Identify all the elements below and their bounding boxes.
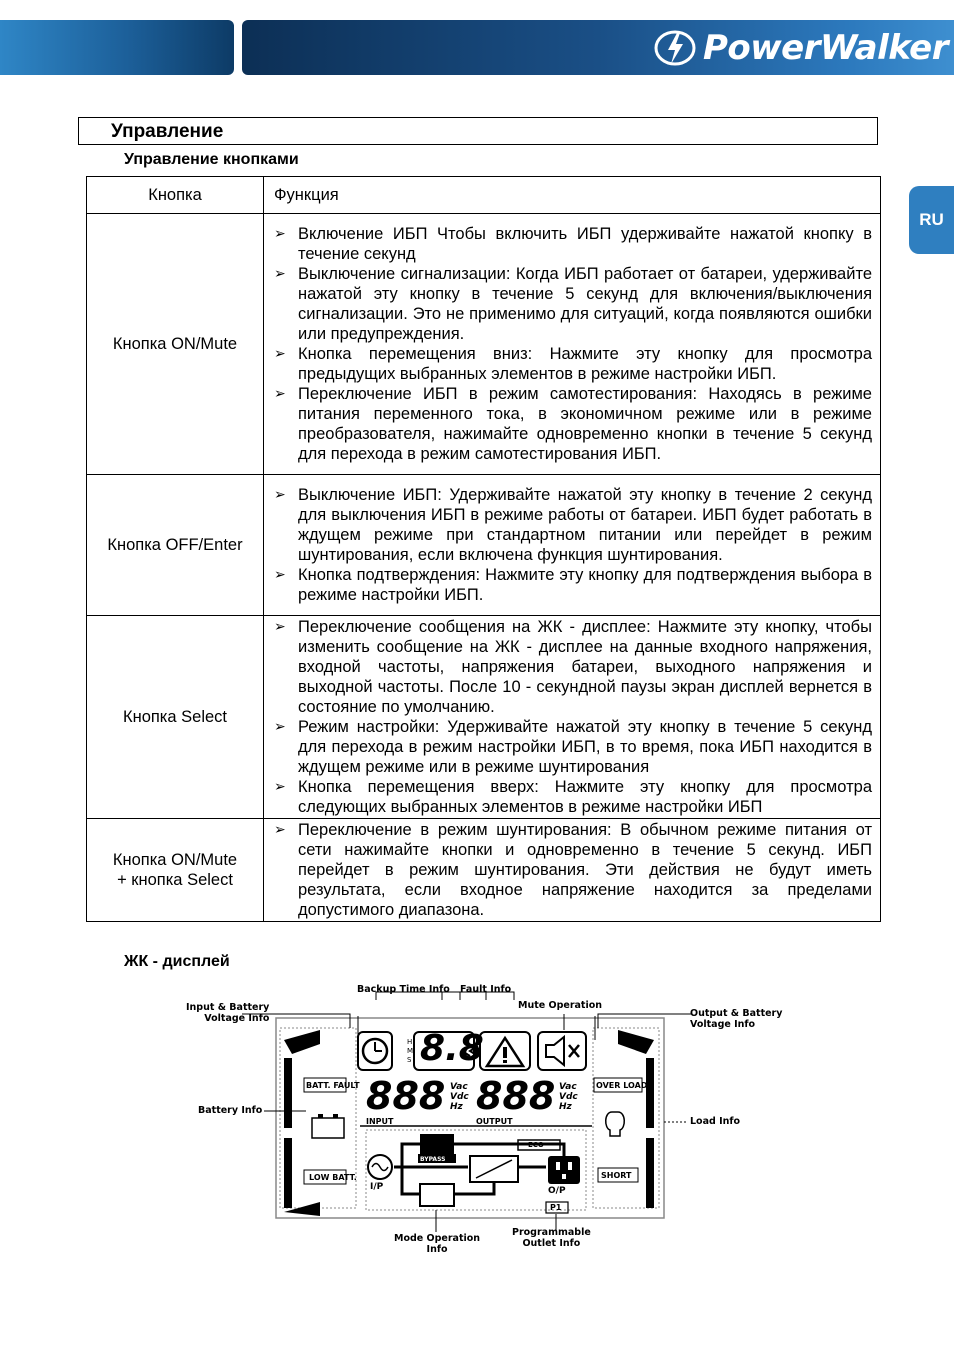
output-caption: OUTPUT <box>476 1117 513 1126</box>
row-function-cell <box>264 475 881 616</box>
over-load-indicator: OVER LOAD <box>596 1081 648 1090</box>
header-function: Функция <box>264 177 881 214</box>
input-unit-vdc: Vdc <box>450 1092 469 1102</box>
table-row <box>87 616 881 819</box>
table-row <box>87 214 881 475</box>
function-item: ➢ Кнопка подтверждения: Нажмите эту кнопку для подтверждения выбора в режиме настройки ИБП. <box>274 565 872 605</box>
hms-h: H <box>407 1038 413 1046</box>
output-unit-vac: Vac <box>559 1082 577 1092</box>
section-title: Управление <box>78 117 878 145</box>
function-item: ➢ Режим настройки: Удерживайте нажатой эту кнопку в течение 5 секунд для перехода в режим настройки ИБП, в то время, пока ИБП находится в ждущем режиме или в режиме шунтирования <box>274 717 872 777</box>
function-item: ➢ Переключение ИБП в режим самотестирования: Находясь в режиме питания переменного тока, в экономичном режиме или в режиме преобразователя, нажимайте одновременно кнопки в течение 5 секунд для перехода в режим самотестирования ИБП. <box>274 384 872 464</box>
output-unit-hz: Hz <box>559 1102 572 1112</box>
short-indicator: SHORT <box>601 1171 632 1180</box>
function-item: ➢ Кнопка перемещения вверх: Нажмите эту кнопку для просмотра следующих выбранных элементов в режиме настройки ИБП <box>274 777 872 817</box>
bypass-plug-icon <box>420 1134 454 1154</box>
low-batt-indicator: LOW BATT. <box>309 1173 357 1182</box>
table-row <box>87 475 881 616</box>
battery-mode-icon <box>420 1184 454 1206</box>
hms-m: M <box>407 1047 414 1055</box>
eco-caption: ECO <box>528 1141 544 1149</box>
brand-name: PowerWalker <box>702 27 948 68</box>
buttons-table <box>86 176 881 922</box>
input-caption: INPUT <box>366 1117 394 1126</box>
battery-info-label: Battery Info <box>198 1105 263 1116</box>
input-unit-hz: Hz <box>450 1102 463 1112</box>
mute-speaker-icon <box>546 1037 564 1065</box>
ip-caption: I/P <box>370 1182 384 1192</box>
p1-caption: P1 <box>550 1203 562 1212</box>
battery-icon <box>312 1118 344 1138</box>
row-button-label: Кнопка OFF/Enter <box>87 475 264 616</box>
op-caption: O/P <box>548 1186 566 1196</box>
batt-fault-indicator: BATT. FAULT <box>306 1081 360 1090</box>
lcd-title: ЖК - дисплей <box>124 953 230 970</box>
backup-time-label: Backup Time Info <box>357 984 450 995</box>
row-button-label: Кнопка ON/Mute <box>87 214 264 475</box>
function-item: ➢ Включение ИБП Чтобы включить ИБП удерживайте нажатой кнопку в течение секунд <box>274 224 872 264</box>
table-row <box>87 819 881 922</box>
table-header-row <box>87 177 881 214</box>
load-info-label: Load Info <box>690 1116 741 1127</box>
section-subtitle: Управление кнопками <box>124 151 299 168</box>
input-digits: 888 <box>366 1074 446 1118</box>
row-function-cell <box>264 214 881 475</box>
input-unit-vac: Vac <box>450 1082 468 1092</box>
row-button-label: Кнопка ON/Mute + кнопка Select <box>87 819 264 922</box>
output-digits: 888 <box>476 1074 556 1118</box>
function-item: ➢ Переключение в режим шунтирования: В обычном режиме питания от сети нажимайте кнопки и одновременно в течение 5 секунд. ИБП перейдет в режим шунтирования. Эти действия не будут иметь результата, если входное напряжение находится за пределами допустимого диапазона. <box>274 820 872 920</box>
function-item: ➢ Переключение сообщения на ЖК - дисплее: Нажмите эту кнопку, чтобы изменить сообщение на ЖК - дисплее на данные входного напряжения, входной частоты, напряжения батареи, выходного напряжения и выходной частоты. После 10 - секундной паузы экран дисплей вернется в состояние по умолчанию. <box>274 617 872 717</box>
row-button-label: Кнопка Select <box>87 616 264 819</box>
output-unit-vdc: Vdc <box>559 1092 578 1102</box>
bypass-caption: BYPASS <box>420 1156 446 1163</box>
language-tab-ru[interactable]: RU <box>909 186 954 254</box>
mode-operation-label: Mode Operation Info <box>394 1233 481 1255</box>
lcd-diagram <box>180 980 790 1260</box>
hms-s: S <box>407 1056 412 1064</box>
brand-logo <box>653 20 948 75</box>
backup-time-digits: 8.8 <box>420 1028 484 1069</box>
fault-label: Fault Info <box>460 984 512 995</box>
powerwalker-logo-icon <box>653 28 697 68</box>
programmable-outlet-label: Programmable Outlet Info <box>512 1227 591 1249</box>
row-function-cell <box>264 819 881 922</box>
output-battery-label: Output & Battery Voltage Info <box>690 1008 783 1030</box>
row-function-cell <box>264 616 881 819</box>
function-item: ➢ Выключение сигнализации: Когда ИБП работает от батареи, удерживайте нажатой эту кнопку в течение 5 секунд для включения/выключения сигнализации. Это не применимо для ситуаций, когда появляются ошибки или предупреждения. <box>274 264 872 344</box>
header-button: Кнопка <box>87 177 264 214</box>
header-bar-right <box>242 20 954 75</box>
load-bulb-icon <box>606 1112 625 1136</box>
function-item: ➢ Выключение ИБП: Удерживайте нажатой эту кнопку в течение 2 секунд для выключения ИБП в режиме работы от батареи. ИБП будет работать в ждущем режиме при стандартном питании или перейдет в режим шунтирования, если включена функция шунтирования. <box>274 485 872 565</box>
header-bar-left <box>0 20 234 75</box>
outlet-icon <box>548 1156 580 1184</box>
function-item: ➢ Кнопка перемещения вниз: Нажмите эту кнопку для просмотра предыдущих выбранных элементов в режиме настройки ИБП. <box>274 344 872 384</box>
input-bar-segment <box>284 1030 320 1054</box>
input-battery-label: Input & Battery Voltage Info <box>186 1002 270 1024</box>
mute-operation-label: Mute Operation <box>518 1000 603 1011</box>
